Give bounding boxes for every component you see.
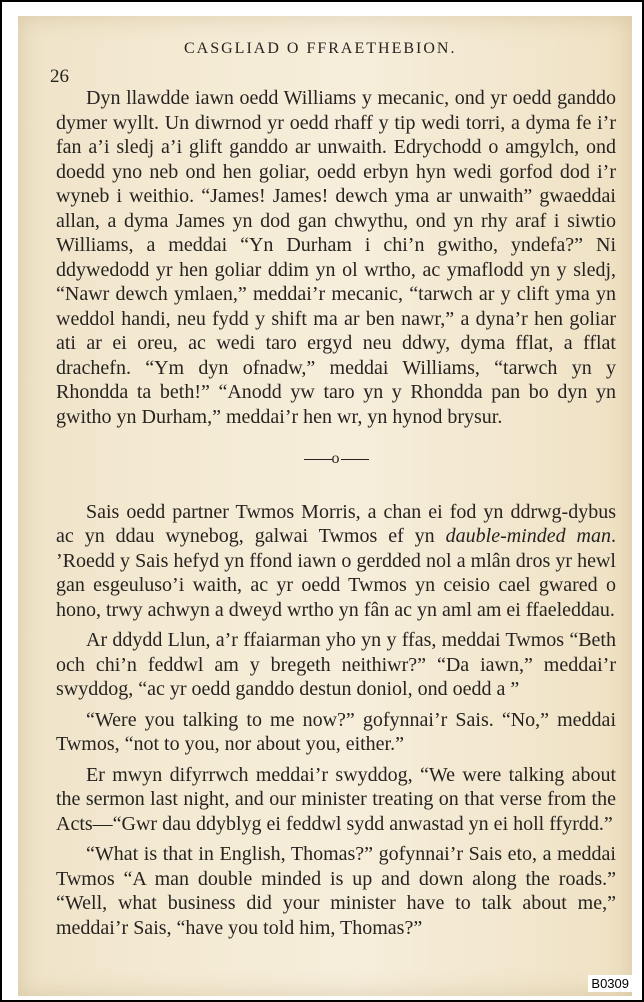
archive-label: B0309 (588, 975, 632, 992)
story-paragraph-er-mwyn: Er mwyn difyrrwch meddai’r swyddog, “We were talking about the sermon last night, and our minister treating on that verse from the Acts—“Gwr dau ddyblyg ei feddwl sydd anwastad yn ei holl ffyrdd.” (56, 763, 616, 835)
intro-text-after: . ’Roedd y Sais hefyd yn ffond iawn o gerdded nol a mlân dros yr hewl gan esgeuluso’i waith, ac yr oedd Twmos yn ceisio cael gwared o hono, trwy achwyn a dweyd wrtho yn fân ac yn aml am ei ffaeleddau. (56, 525, 617, 621)
page-body (56, 86, 616, 940)
divider-rule-right (341, 459, 369, 460)
book-page (18, 16, 632, 996)
section-divider (56, 447, 616, 472)
story-paragraph-intro (56, 500, 616, 623)
intro-italic-phrase: dauble-minded man (445, 525, 612, 547)
story-paragraph-what-is: “What is that in English, Thomas?” gofynnai’r Sais eto, a meddai Twmos “A man double minded is up and down along the roads.” “Well, what business did your minister have to talk about me,” meddai’r Sais, “have you told him, Thomas?” (56, 843, 616, 939)
divider-rule-left (304, 459, 332, 460)
intro-text-before: Sais oedd partner Twmos Morris, a chan ei fod yn ddrwg-dybus ac yn ddau wynebog, galwai Twmos ef yn (56, 500, 616, 547)
story-paragraph-monday: Ar ddydd Llun, a’r ffaiarman yho yn y ffas, meddai Twmos “Beth och chi’n feddwl am y bregeth neithiwr?” “Da iawn,” meddai’r swyddog, “ac yr oedd ganddo destun doniol, ond oedd a ” (56, 629, 616, 700)
page-number: 26 (50, 66, 69, 87)
divider-mark: o (331, 450, 341, 467)
story-paragraph-talking: “Were you talking to me now?” gofynnai’r Sais. “No,” meddai Twmos, “not to you, nor about you, either.” (56, 708, 616, 755)
story-paragraph-williams: Dyn llawdde iawn oedd Williams y mecanic, ond yr oedd ganddo dymer wyllt. Un diwrnod yr oedd rhaff y tip wedi torri, a dyma fe i’r fan a’i sledj a’i glift ganddo ar unwaith. Edrychodd o amgylch, ond doedd yno neb ond hen goliar, oedd erbyn hyn wedi gorfod dod i’r wyneb i weithio. “James! James! dewch yma ar unwaith” gwaeddai allan, a dyma James yn dod gan chwythu, ond yn rhy araf i siwtio Williams, a meddai “Yn Durham i chi’n gwitho, yndefa?” Ni ddywedodd yr hen goliar ddim yn ol wrtho, ac ymaflodd yn y sledj, “Nawr dewch ymlaen,” meddai’r mecanic, “tarwch ar y clift yma yn weddol handi, neu fydd y shift ma ar ben nawr,” a dyna’r hen goliar ati ar ei oreu, ac wedi taro ergyd neu ddwy, dyma fflat, a fflat drachefn. “Ym dyn ofnadw,” meddai Williams, “tarwch yn y Rhondda ta beth!” “Anodd yw taro yn y Rhondda pan bo dyn yn gwitho yn Durham,” meddai’r hen wr, yn hynod brysur. (56, 87, 616, 428)
running-title: CASGLIAD O FFRAETHEBION. (184, 40, 457, 57)
